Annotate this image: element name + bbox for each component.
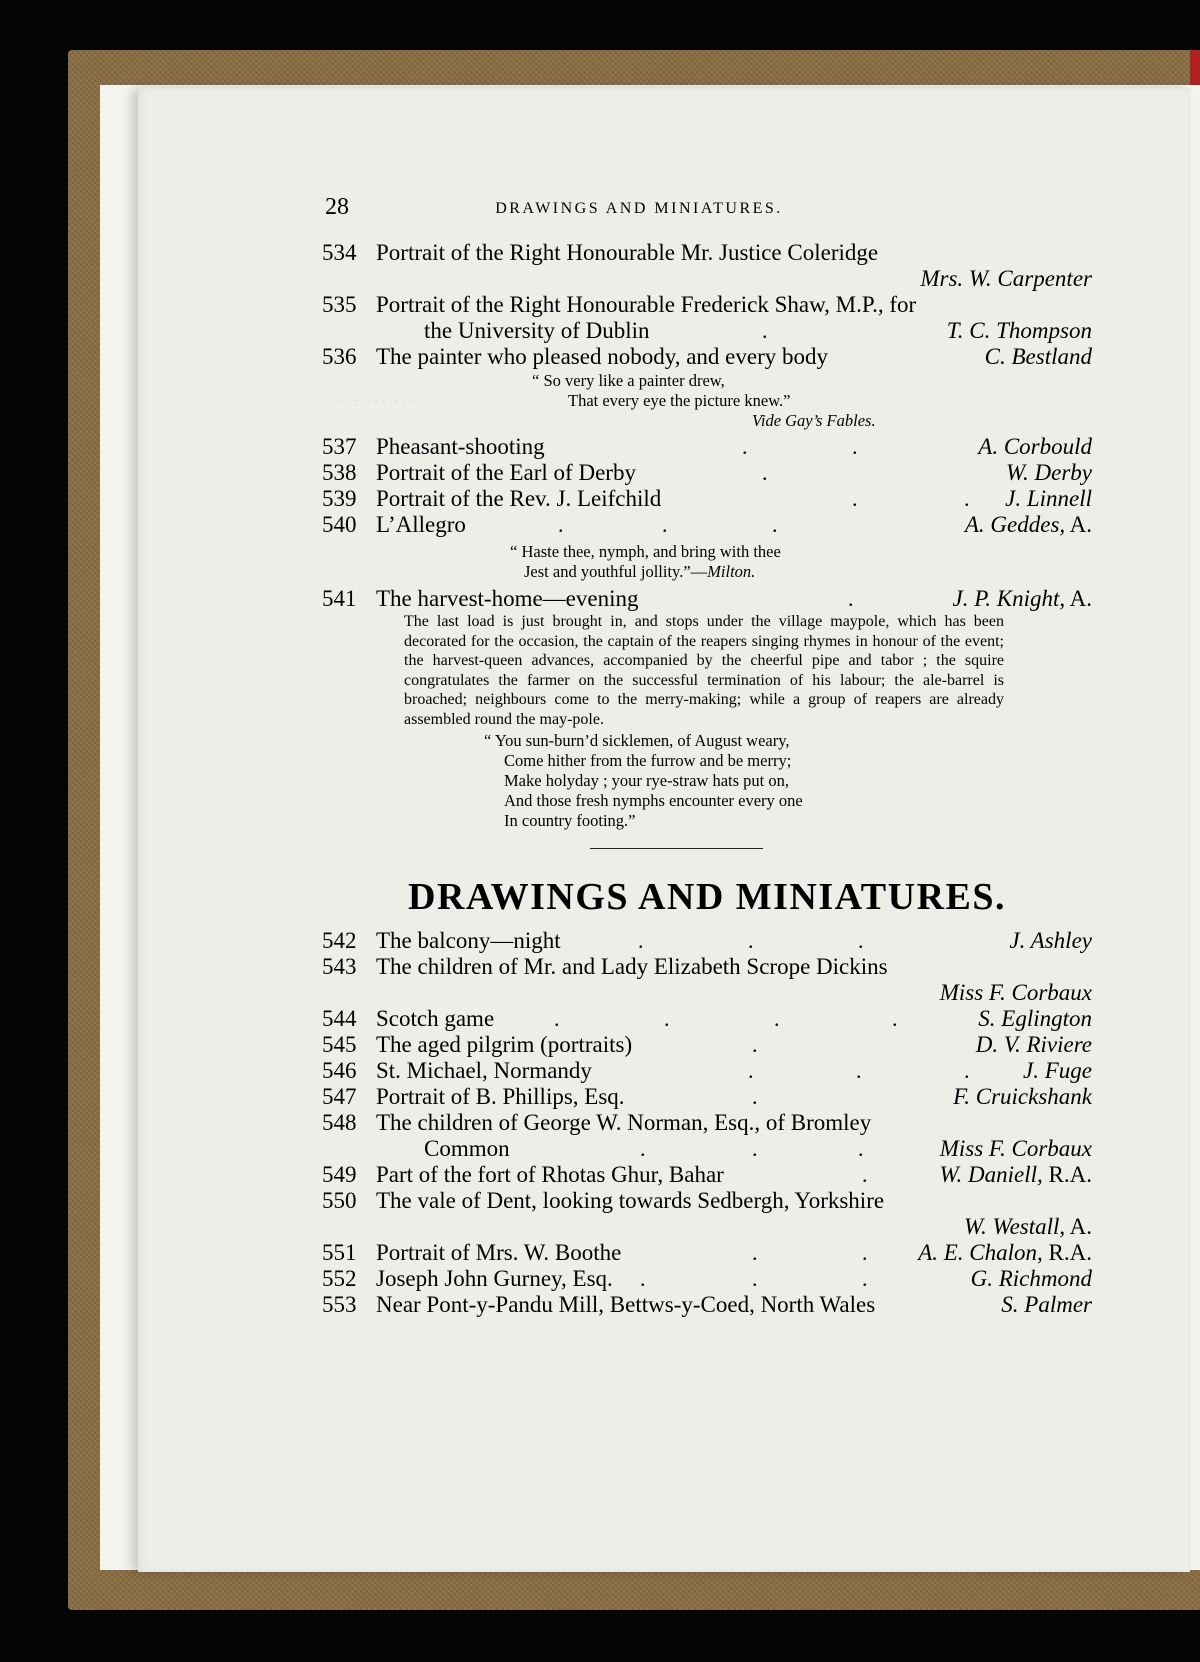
leader-dot: . bbox=[742, 434, 748, 459]
entry-artist-rank: A. bbox=[1065, 586, 1092, 611]
entry-553 bbox=[322, 1292, 1092, 1318]
leader-dot: . bbox=[748, 927, 754, 953]
leader-dot: . bbox=[638, 927, 644, 953]
leader-dot: . bbox=[858, 927, 864, 953]
entry-541 bbox=[322, 586, 1092, 612]
entry-544 bbox=[322, 1006, 1092, 1032]
entry-title: Portrait of the Right Honourable Frederick Shaw, M.P., for bbox=[376, 292, 917, 317]
entry-540 bbox=[322, 512, 1092, 538]
running-title: DRAWINGS AND MINIATURES. bbox=[495, 200, 783, 217]
entry-title: The vale of Dent, looking towards Sedbergh, Yorkshire bbox=[376, 1187, 885, 1213]
quote-line bbox=[524, 562, 755, 582]
entry-550-artist-line bbox=[322, 1214, 1092, 1240]
entry-title: L’Allegro bbox=[376, 512, 466, 537]
entry-artist-name: A. Geddes, bbox=[964, 512, 1066, 537]
entry-535 bbox=[322, 292, 1092, 318]
entry-number: 538 bbox=[322, 460, 357, 485]
leader-dot: . bbox=[852, 486, 858, 511]
entry-title: The aged pilgrim (portraits) bbox=[376, 1031, 633, 1057]
entry-552 bbox=[322, 1266, 1092, 1292]
entry-550 bbox=[322, 1188, 1092, 1214]
entry-title: St. Michael, Normandy bbox=[376, 1057, 592, 1083]
entry-534-artist-line bbox=[322, 266, 1092, 292]
entry-number: 549 bbox=[322, 1161, 357, 1187]
poem-line: Come hither from the furrow and be merry; bbox=[504, 750, 792, 770]
leader-dot: . bbox=[664, 1005, 670, 1031]
entry-artist-name: J. P. Knight, bbox=[952, 586, 1066, 611]
entry-534 bbox=[322, 240, 1092, 266]
ribbon-edge bbox=[1190, 50, 1200, 90]
description-541: The last load is just brought in, and stops under the village maypole, which has been decorated for the occasion, the captain of the reapers singing rhymes in honour of the event; the harvest-queen advances, accompanied by the cheerful pipe and tabor ; the squire congratulates the farmer on the successful termination of his labour; the ale-barrel is broached; neighbours come to the merry-making; while a group of reapers are already assembled round the may-pole. bbox=[404, 613, 1004, 728]
entry-number: 543 bbox=[322, 953, 357, 979]
entry-title-continued: Common bbox=[424, 1135, 510, 1161]
entry-title: Scotch game bbox=[376, 1005, 495, 1031]
page-header bbox=[186, 194, 1092, 224]
leader-dot: . bbox=[856, 1057, 862, 1083]
entry-535-continued bbox=[322, 318, 1092, 344]
leader-dot: . bbox=[862, 1239, 868, 1265]
entry-title: The harvest-home—evening bbox=[376, 586, 639, 611]
entry-543-artist-line bbox=[322, 980, 1092, 1006]
entry-artist: Miss F. Corbaux bbox=[939, 979, 1092, 1005]
section-heading: DRAWINGS AND MINIATURES. bbox=[408, 875, 1006, 918]
entry-538 bbox=[322, 460, 1092, 486]
entry-artist: A. Corbould bbox=[978, 434, 1092, 459]
entry-title: Near Pont-y-Pandu Mill, Bettws-y-Coed, North Wales bbox=[376, 1291, 876, 1317]
entry-artist bbox=[964, 1214, 1092, 1240]
entry-number: 537 bbox=[322, 434, 357, 459]
quote-540 bbox=[322, 540, 1092, 584]
entry-title: Part of the fort of Rhotas Ghur, Bahar bbox=[376, 1161, 724, 1187]
entry-artist: C. Bestland bbox=[984, 344, 1092, 369]
entry-artist-rank: A. bbox=[1065, 512, 1092, 537]
leader-dot: . bbox=[858, 1135, 864, 1161]
poem-line: And those fresh nymphs encounter every one bbox=[504, 790, 803, 810]
page-number: 28 bbox=[325, 194, 349, 220]
entry-artist: T. C. Thompson bbox=[946, 318, 1092, 343]
leader-dot: . bbox=[852, 434, 858, 459]
entry-artist: J. Linnell bbox=[1005, 486, 1092, 511]
entry-artist bbox=[965, 512, 1092, 538]
entry-number: 547 bbox=[322, 1083, 357, 1109]
entry-artist-name: A. E. Chalon, bbox=[918, 1239, 1043, 1265]
entry-artist bbox=[952, 586, 1092, 612]
entry-artist bbox=[940, 1162, 1093, 1188]
entry-number: 552 bbox=[322, 1265, 357, 1291]
entry-artist-rank: R.A. bbox=[1042, 1161, 1092, 1187]
entry-title: The children of Mr. and Lady Elizabeth Scrope Dickins bbox=[376, 953, 888, 979]
section-divider bbox=[322, 834, 1092, 864]
quote-line: “ Haste thee, nymph, and bring with thee bbox=[510, 542, 781, 561]
entry-artist: W. Derby bbox=[1005, 460, 1092, 485]
entry-title: The balcony—night bbox=[376, 927, 561, 953]
entry-number: 540 bbox=[322, 512, 357, 537]
entry-artist-rank: R.A. bbox=[1042, 1239, 1092, 1265]
leader-dot: . bbox=[892, 1005, 898, 1031]
leader-dot: . bbox=[640, 1265, 646, 1291]
entry-artist: J. Fuge bbox=[1023, 1057, 1092, 1083]
leader-dot: . bbox=[662, 512, 668, 537]
entry-number: 535 bbox=[322, 292, 357, 317]
entry-545 bbox=[322, 1032, 1092, 1058]
entry-536 bbox=[322, 344, 1092, 370]
entry-title: Portrait of the Right Honourable Mr. Justice Coleridge bbox=[376, 240, 879, 265]
entry-title: Portrait of the Rev. J. Leifchild bbox=[376, 486, 662, 511]
entry-number: 544 bbox=[322, 1005, 357, 1031]
poem-line: Make holyday ; your rye-straw hats put on, bbox=[504, 770, 790, 790]
entry-number: 550 bbox=[322, 1187, 357, 1213]
leader-dot: . bbox=[752, 1135, 758, 1161]
entry-546 bbox=[322, 1058, 1092, 1084]
entry-547 bbox=[322, 1084, 1092, 1110]
leader-dot: . bbox=[558, 512, 564, 537]
entry-title: Portrait of Mrs. W. Boothe bbox=[376, 1239, 622, 1265]
quote-536 bbox=[322, 370, 1092, 434]
leader-dot: . bbox=[772, 512, 778, 537]
entry-number: 553 bbox=[322, 1291, 357, 1317]
entry-number: 539 bbox=[322, 486, 357, 511]
entry-number: 536 bbox=[322, 344, 357, 369]
leader-dot: . bbox=[762, 460, 768, 485]
leader-dot: . bbox=[762, 318, 768, 343]
leader-dot: . bbox=[748, 1057, 754, 1083]
quote-source: Milton. bbox=[707, 562, 756, 581]
entry-537 bbox=[322, 434, 1092, 460]
quote-text: Jest and youthful jollity.”— bbox=[524, 562, 708, 581]
leader-dot: . bbox=[752, 1239, 758, 1265]
entry-artist-name: W. Daniell, bbox=[939, 1161, 1043, 1187]
entry-artist-rank: A. bbox=[1065, 1213, 1092, 1239]
entry-548 bbox=[322, 1110, 1092, 1136]
poem-line: In country footing.” bbox=[504, 810, 636, 830]
entry-number: 545 bbox=[322, 1031, 357, 1057]
leader-dot: . bbox=[862, 1161, 868, 1187]
leader-dot: . bbox=[752, 1083, 758, 1109]
entry-number: 542 bbox=[322, 927, 357, 953]
entry-551 bbox=[322, 1240, 1092, 1266]
leader-dot: . bbox=[964, 486, 970, 511]
entry-artist bbox=[918, 1240, 1092, 1266]
poem-line: “ You sun-burn’d sicklemen, of August weary, bbox=[484, 730, 790, 750]
entry-artist: S. Palmer bbox=[1001, 1291, 1092, 1317]
entry-artist-name: W. Westall, bbox=[963, 1213, 1066, 1239]
entry-549 bbox=[322, 1162, 1092, 1188]
quote-line: “ So very like a painter drew, bbox=[532, 371, 725, 390]
entry-title: Pheasant-shooting bbox=[376, 434, 545, 459]
poem-541 bbox=[322, 730, 1092, 834]
leader-dot: . bbox=[862, 1265, 868, 1291]
catalogue-column bbox=[322, 240, 1092, 1318]
entry-artist: S. Eglington bbox=[978, 1005, 1092, 1031]
leader-dot: . bbox=[848, 586, 854, 611]
entry-543 bbox=[322, 954, 1092, 980]
leader-dot: . bbox=[752, 1265, 758, 1291]
entry-title: Joseph John Gurney, Esq. bbox=[376, 1265, 613, 1291]
entry-number: 551 bbox=[322, 1239, 357, 1265]
entry-artist: F. Cruickshank bbox=[953, 1083, 1092, 1109]
entry-number: 541 bbox=[322, 586, 357, 611]
entry-number: 534 bbox=[322, 240, 357, 265]
entry-artist: Miss F. Corbaux bbox=[939, 1135, 1092, 1161]
entry-542 bbox=[322, 928, 1092, 954]
entry-title: Portrait of B. Phillips, Esq. bbox=[376, 1083, 625, 1109]
leader-dot: . bbox=[774, 1005, 780, 1031]
entry-title: Portrait of the Earl of Derby bbox=[376, 460, 636, 485]
entry-539 bbox=[322, 486, 1092, 512]
entry-title: The painter who pleased nobody, and every body bbox=[376, 344, 828, 369]
entry-artist: Mrs. W. Carpenter bbox=[920, 266, 1092, 291]
entry-artist: G. Richmond bbox=[970, 1265, 1092, 1291]
quote-line: That every eye the picture knew.” bbox=[568, 391, 791, 410]
entry-548-continued bbox=[322, 1136, 1092, 1162]
leader-dot: . bbox=[640, 1135, 646, 1161]
leader-dot: . bbox=[964, 1057, 970, 1083]
quote-source: Vide Gay’s Fables. bbox=[752, 411, 876, 430]
entry-title-continued: the University of Dublin bbox=[424, 318, 650, 343]
entry-title: The children of George W. Norman, Esq., of Bromley bbox=[376, 1109, 872, 1135]
leader-dot: . bbox=[752, 1031, 758, 1057]
entry-number: 546 bbox=[322, 1057, 357, 1083]
entry-artist: J. Ashley bbox=[1009, 927, 1092, 953]
leader-dot: . bbox=[554, 1005, 560, 1031]
show-through-text: ··· ··· ··· bbox=[338, 388, 415, 413]
entry-number: 548 bbox=[322, 1109, 357, 1135]
entry-artist: D. V. Riviere bbox=[975, 1031, 1092, 1057]
